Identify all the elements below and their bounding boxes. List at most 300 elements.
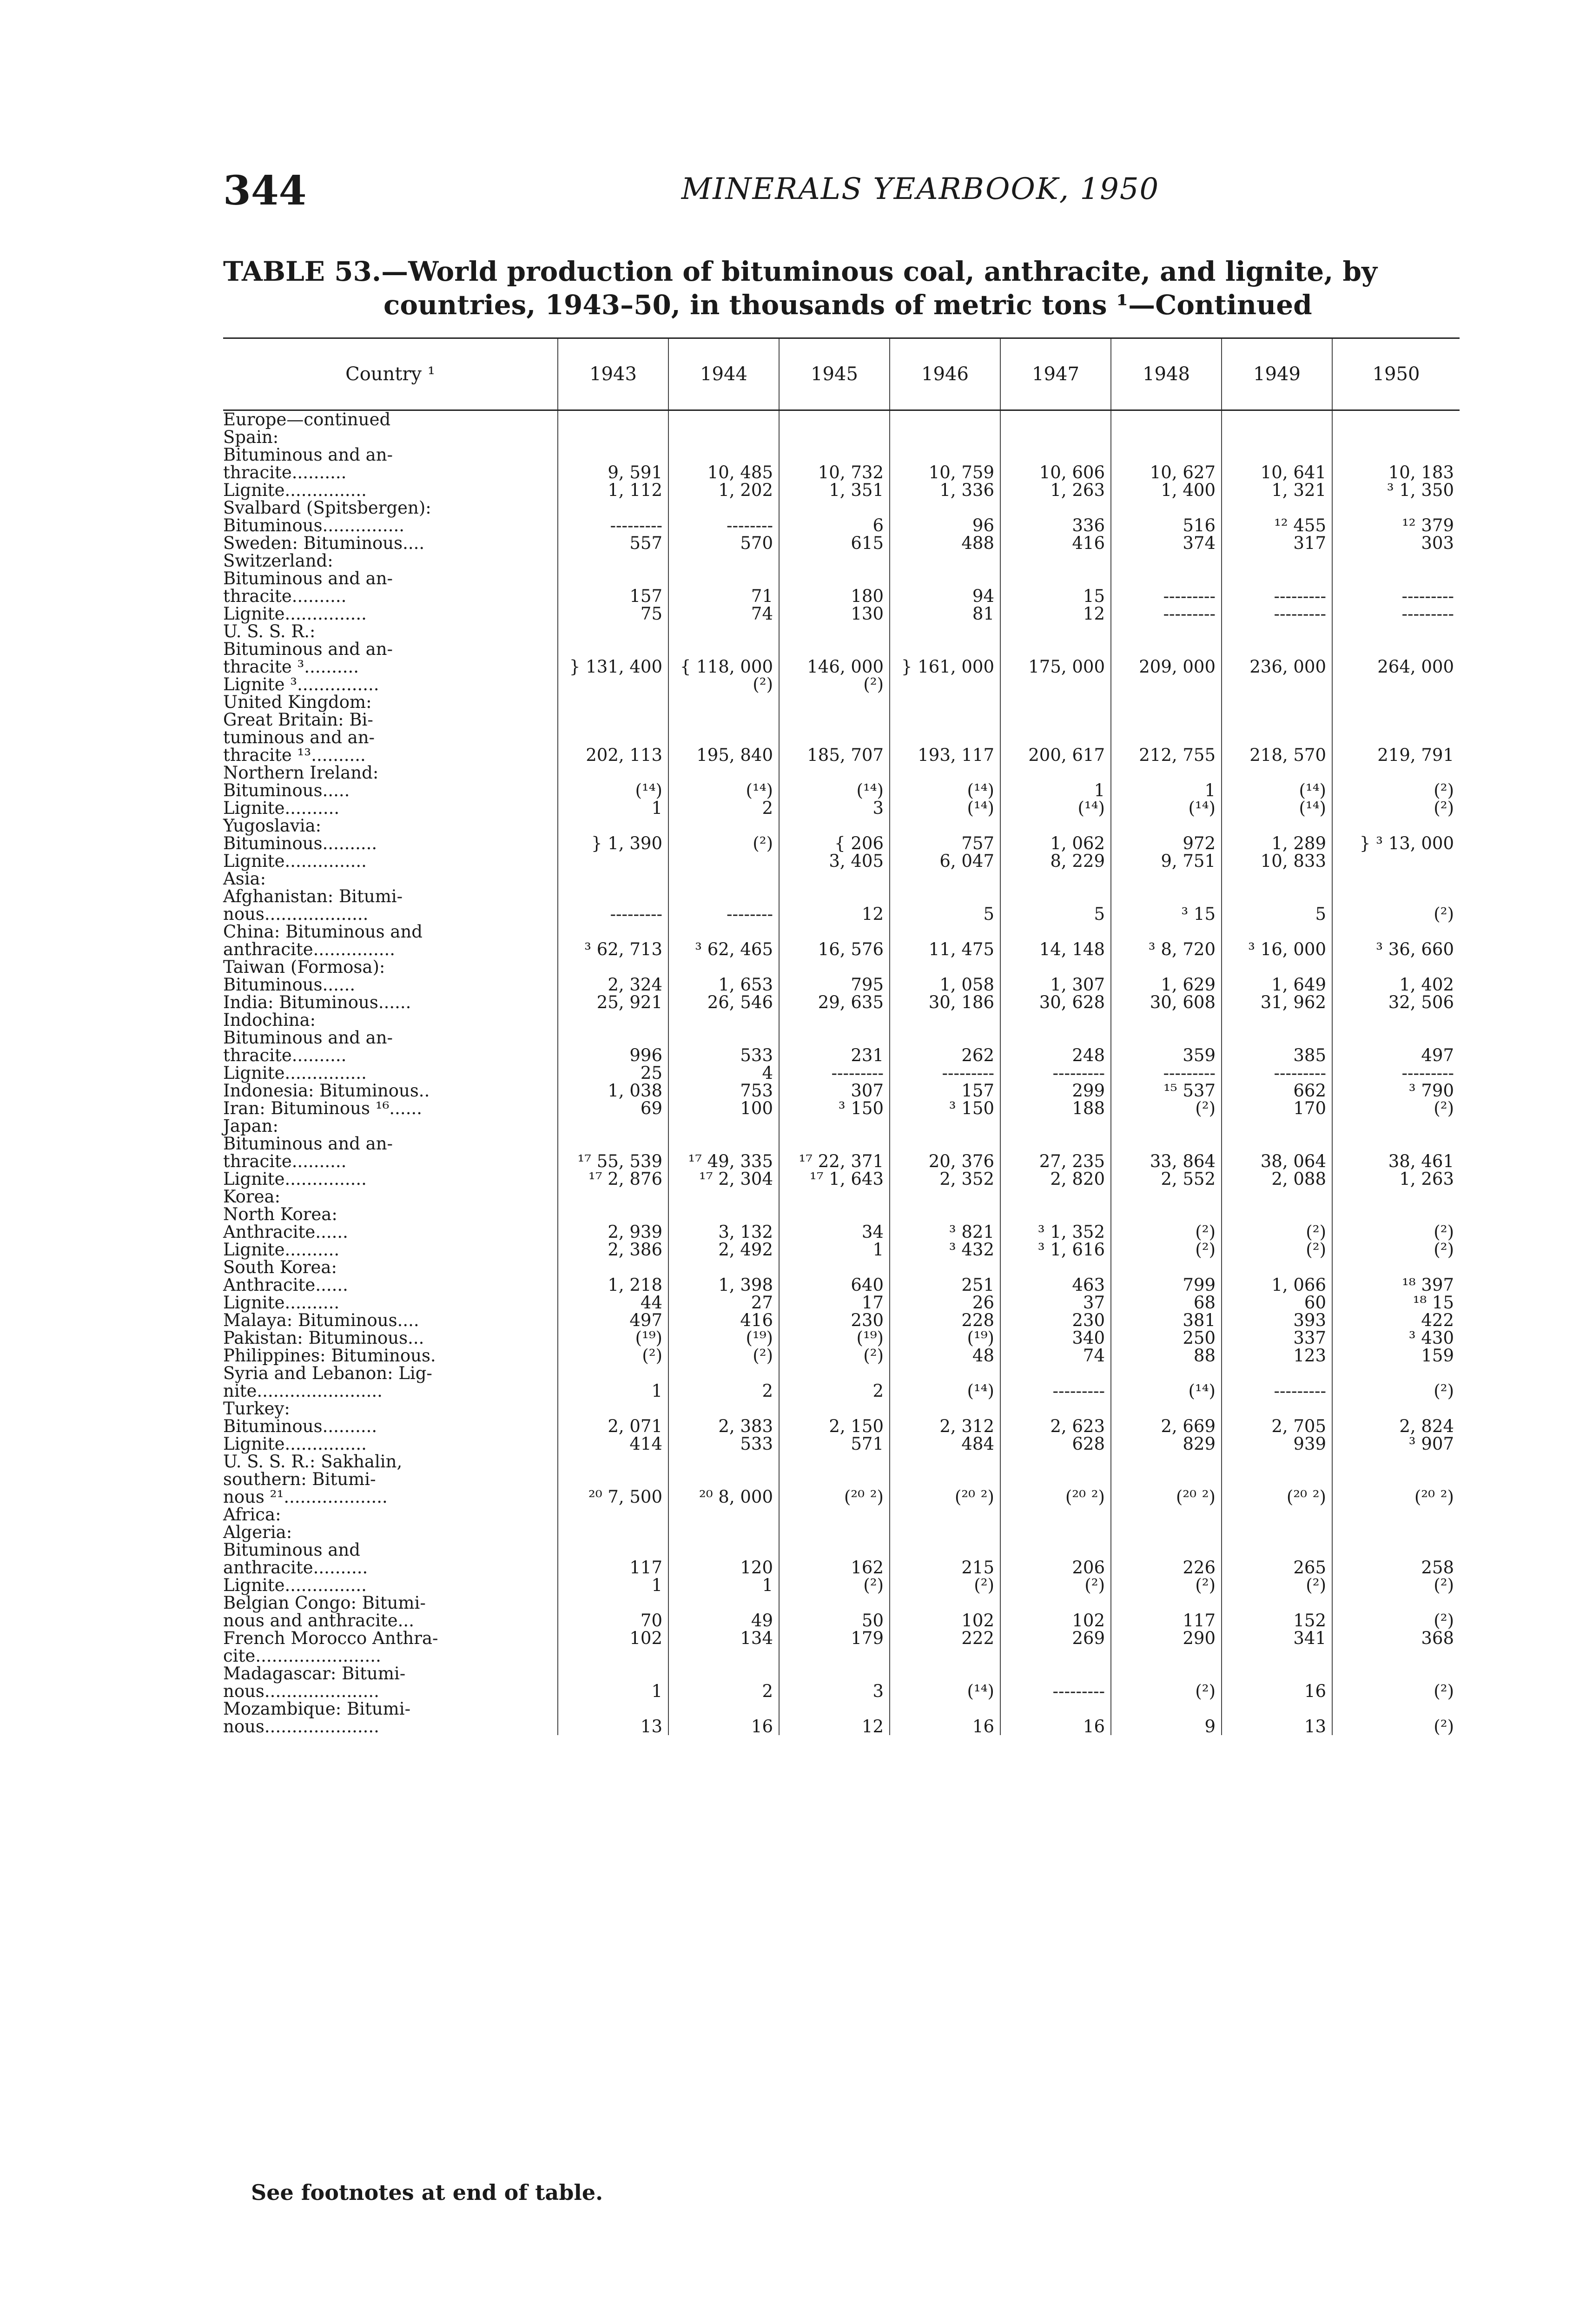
cell-value: ¹⁷ 49, 335 (668, 1152, 779, 1170)
cell-value (779, 499, 890, 516)
cell-value (1332, 1400, 1460, 1417)
cell-value: 1, 402 (1332, 976, 1460, 993)
cell-value: 230 (779, 1311, 890, 1329)
column-header: Country ¹ (223, 338, 558, 410)
cell-value (1332, 852, 1460, 870)
cell-value: (²) (1332, 1717, 1460, 1735)
cell-value: 2, 492 (668, 1241, 779, 1258)
cell-value: 11, 475 (890, 940, 1000, 958)
cell-value: 50 (779, 1611, 890, 1629)
table-row (223, 1064, 1460, 1082)
table-row (223, 1135, 1460, 1152)
cell-value: --------- (1332, 587, 1460, 605)
cell-value (558, 1664, 668, 1682)
cell-value: 1, 263 (1000, 481, 1111, 499)
table-row (223, 446, 1460, 463)
cell-value: 120 (668, 1558, 779, 1576)
cell-value: 488 (890, 534, 1000, 552)
cell-value (1332, 1258, 1460, 1276)
row-label: Sweden: Bituminous.... (223, 533, 425, 553)
cell-value: 219, 791 (1332, 746, 1460, 764)
cell-value: 2, 312 (890, 1417, 1000, 1435)
table-row (223, 693, 1460, 711)
row-label: nous..................... (223, 1681, 379, 1701)
cell-value: 368 (1332, 1629, 1460, 1647)
cell-value (1222, 764, 1332, 781)
production-table (223, 337, 1460, 1735)
cell-value: 2, 552 (1111, 1170, 1222, 1188)
table-row (223, 1082, 1460, 1099)
page-header (223, 167, 1441, 223)
cell-value: (²⁰ ²) (1111, 1488, 1222, 1505)
cell-value: 1, 400 (1111, 481, 1222, 499)
cell-value: 2, 324 (558, 976, 668, 993)
table-row (223, 534, 1460, 552)
cell-value (1000, 1011, 1111, 1029)
row-label: French Morocco Anthra- (223, 1628, 438, 1648)
cell-value: 1 (1000, 781, 1111, 799)
cell-value: 60 (1222, 1294, 1332, 1311)
cell-value (1111, 446, 1222, 463)
row-label: Yugoslavia: (223, 815, 322, 836)
cell-value (779, 569, 890, 587)
cell-value: (¹⁴) (1222, 781, 1332, 799)
cell-value: 30, 186 (890, 993, 1000, 1011)
row-label: anthracite............... (223, 939, 396, 959)
cell-value: 31, 962 (1222, 993, 1332, 1011)
cell-value: 130 (779, 605, 890, 622)
cell-value: 2, 939 (558, 1223, 668, 1241)
table-row (223, 940, 1460, 958)
cell-value: 134 (668, 1629, 779, 1647)
cell-value: 393 (1222, 1311, 1332, 1329)
row-label: cite....................... (223, 1645, 381, 1666)
table-row (223, 1152, 1460, 1170)
cell-value: 34 (779, 1223, 890, 1241)
cell-value (668, 428, 779, 446)
cell-value (668, 1188, 779, 1205)
cell-value: 215 (890, 1558, 1000, 1576)
cell-value (558, 499, 668, 516)
cell-value (1332, 817, 1460, 834)
cell-value: { 118, 000 (668, 658, 779, 675)
cell-value (890, 622, 1000, 640)
row-label: thracite.......... (223, 462, 347, 482)
table-row (223, 499, 1460, 516)
table-row (223, 1629, 1460, 1647)
running-title: MINERALS YEARBOOK, 1950 (681, 172, 1160, 206)
cell-value (1111, 622, 1222, 640)
cell-value (1222, 817, 1332, 834)
row-label: Syria and Lebanon: Lig- (223, 1363, 432, 1383)
cell-value: 939 (1222, 1435, 1332, 1452)
cell-value (890, 1664, 1000, 1682)
cell-value (1222, 1470, 1332, 1488)
cell-value: ¹² 379 (1332, 516, 1460, 534)
column-header: 1943 (558, 338, 668, 410)
cell-value: 290 (1111, 1629, 1222, 1647)
cell-value (890, 1541, 1000, 1558)
cell-value: 117 (558, 1558, 668, 1576)
row-label: Malaya: Bituminous.... (223, 1310, 419, 1330)
cell-value (668, 923, 779, 940)
cell-value (1332, 1135, 1460, 1152)
cell-value (558, 1700, 668, 1717)
cell-value (558, 693, 668, 711)
table-row (223, 1523, 1460, 1541)
cell-value (779, 1400, 890, 1417)
cell-value: 212, 755 (1111, 746, 1222, 764)
cell-value: ¹⁷ 22, 371 (779, 1152, 890, 1170)
cell-value (779, 1205, 890, 1223)
cell-value (558, 852, 668, 870)
cell-value (1111, 1541, 1222, 1558)
cell-value (1222, 887, 1332, 905)
cell-value (1111, 1664, 1222, 1682)
row-label: South Korea: (223, 1257, 337, 1277)
cell-value: 303 (1332, 534, 1460, 552)
cell-value: ³ 790 (1332, 1082, 1460, 1099)
cell-value: 2 (668, 1682, 779, 1700)
row-label: thracite ¹³.......... (223, 745, 366, 765)
table-row (223, 605, 1460, 622)
cell-value (890, 958, 1000, 976)
cell-value: 264, 000 (1332, 658, 1460, 675)
cell-value: } 161, 000 (890, 658, 1000, 675)
cell-value (1111, 728, 1222, 746)
row-label: Switzerland: (223, 550, 333, 571)
cell-value (779, 640, 890, 658)
cell-value (779, 1029, 890, 1046)
footnote-reference: See footnotes at end of table. (251, 2180, 603, 2205)
table-row (223, 1417, 1460, 1435)
cell-value: 1, 263 (1332, 1170, 1460, 1188)
cell-value (1222, 693, 1332, 711)
cell-value (1222, 958, 1332, 976)
cell-value (558, 1117, 668, 1135)
cell-value: 170 (1222, 1099, 1332, 1117)
cell-value (890, 1135, 1000, 1152)
cell-value: 15 (1000, 587, 1111, 605)
cell-value (668, 1029, 779, 1046)
row-label: nous and anthracite... (223, 1610, 414, 1631)
cell-value: 359 (1111, 1046, 1222, 1064)
row-label: Indochina: (223, 1010, 316, 1030)
table-row (223, 1347, 1460, 1364)
row-label: Bituminous..... (223, 780, 350, 800)
cell-value (1111, 764, 1222, 781)
cell-value (1222, 446, 1332, 463)
cell-value: 206 (1000, 1558, 1111, 1576)
row-label: Bituminous and an- (223, 1133, 393, 1154)
cell-value: 1, 629 (1111, 976, 1222, 993)
row-label: thracite ³.......... (223, 656, 359, 677)
row-label: Lignite............... (223, 1169, 367, 1189)
cell-value: 27, 235 (1000, 1152, 1111, 1170)
cell-value (1111, 1188, 1222, 1205)
cell-value: (²) (890, 1576, 1000, 1594)
table-row (223, 993, 1460, 1011)
cell-value: ¹⁷ 1, 643 (779, 1170, 890, 1188)
cell-value: --------- (1000, 1064, 1111, 1082)
cell-value: --------- (1222, 1064, 1332, 1082)
cell-value: (²) (1332, 905, 1460, 923)
cell-value: 25, 921 (558, 993, 668, 1011)
cell-value: (²⁰ ²) (890, 1488, 1000, 1505)
cell-value: 16 (1000, 1717, 1111, 1735)
cell-value: 10, 606 (1000, 463, 1111, 481)
cell-value (668, 1117, 779, 1135)
cell-value (1222, 1011, 1332, 1029)
cell-value (1222, 1135, 1332, 1152)
cell-value (558, 622, 668, 640)
cell-value: 5 (1000, 905, 1111, 923)
cell-value: 16 (1222, 1682, 1332, 1700)
cell-value: 1, 062 (1000, 834, 1111, 852)
cell-value (779, 1364, 890, 1382)
cell-value: 1, 202 (668, 481, 779, 499)
cell-value (1222, 1205, 1332, 1223)
row-label: Pakistan: Bituminous... (223, 1327, 424, 1348)
cell-value: (¹⁴) (668, 781, 779, 799)
cell-value (779, 870, 890, 887)
row-label: Iran: Bituminous ¹⁶...... (223, 1098, 422, 1118)
caption-line-2: countries, 1943–50, in thousands of metric tons ¹—Continued (383, 289, 1312, 321)
cell-value: 381 (1111, 1311, 1222, 1329)
cell-value (890, 764, 1000, 781)
cell-value: (²) (1111, 1576, 1222, 1594)
cell-value: 209, 000 (1111, 658, 1222, 675)
table-row (223, 852, 1460, 870)
cell-value (1222, 622, 1332, 640)
cell-value: --------- (1332, 605, 1460, 622)
cell-value (1000, 446, 1111, 463)
cell-value (668, 1452, 779, 1470)
row-label: Bituminous and an- (223, 1027, 393, 1048)
cell-value: 188 (1000, 1099, 1111, 1117)
cell-value: --------- (1222, 605, 1332, 622)
cell-value: 6 (779, 516, 890, 534)
row-label: Bituminous and an- (223, 639, 393, 659)
row-label: Indonesia: Bituminous.. (223, 1080, 430, 1101)
cell-value: 3 (779, 1682, 890, 1700)
cell-value (1332, 569, 1460, 587)
cell-value: (²) (1332, 1382, 1460, 1400)
cell-value: 2, 352 (890, 1170, 1000, 1188)
cell-value (1332, 711, 1460, 728)
cell-value: 146, 000 (779, 658, 890, 675)
cell-value (1332, 622, 1460, 640)
cell-value: 1, 038 (558, 1082, 668, 1099)
cell-value: (²) (779, 675, 890, 693)
cell-value: ²⁰ 8, 000 (668, 1488, 779, 1505)
cell-value (1222, 870, 1332, 887)
cell-value (1000, 711, 1111, 728)
cell-value (1000, 1364, 1111, 1382)
cell-value (1000, 817, 1111, 834)
cell-value (1111, 1135, 1222, 1152)
table-row (223, 481, 1460, 499)
cell-value (1111, 1647, 1222, 1664)
cell-value (1332, 1452, 1460, 1470)
table-row (223, 1682, 1460, 1700)
cell-value (1332, 887, 1460, 905)
cell-value (1222, 1188, 1332, 1205)
table-row (223, 799, 1460, 817)
cell-value: 10, 641 (1222, 463, 1332, 481)
cell-value (890, 569, 1000, 587)
cell-value (558, 1029, 668, 1046)
cell-value: 1, 398 (668, 1276, 779, 1294)
cell-value: --------- (779, 1064, 890, 1082)
cell-value: ³ 430 (1332, 1329, 1460, 1347)
cell-value: 222 (890, 1629, 1000, 1647)
table-row (223, 1276, 1460, 1294)
column-header: 1950 (1332, 338, 1460, 410)
cell-value: (¹⁴) (1111, 799, 1222, 817)
cell-value: 422 (1332, 1311, 1460, 1329)
table-row (223, 1611, 1460, 1629)
cell-value: 2 (779, 1382, 890, 1400)
cell-value: (¹⁴) (779, 781, 890, 799)
cell-value: 71 (668, 587, 779, 605)
cell-value: 799 (1111, 1276, 1222, 1294)
cell-value (1222, 675, 1332, 693)
cell-value: 2, 386 (558, 1241, 668, 1258)
cell-value: --------- (890, 1064, 1000, 1082)
cell-value: 340 (1000, 1329, 1111, 1347)
cell-value: 30, 628 (1000, 993, 1111, 1011)
row-label: thracite.......... (223, 586, 347, 606)
row-label: Mozambique: Bitumi- (223, 1698, 411, 1719)
row-label: Lignite............... (223, 603, 367, 624)
cell-value: -------- (668, 516, 779, 534)
cell-value (1332, 1700, 1460, 1717)
cell-value (668, 958, 779, 976)
row-label: Svalbard (Spitsbergen): (223, 497, 431, 518)
cell-value: 317 (1222, 534, 1332, 552)
cell-value: 628 (1000, 1435, 1111, 1452)
cell-value (1332, 870, 1460, 887)
cell-value: 162 (779, 1558, 890, 1576)
cell-value: (¹⁹) (779, 1329, 890, 1347)
cell-value (1000, 887, 1111, 905)
cell-value: 1 (668, 1576, 779, 1594)
cell-value: -------- (668, 905, 779, 923)
cell-value (1332, 1594, 1460, 1611)
cell-value: 228 (890, 1311, 1000, 1329)
cell-value (890, 1400, 1000, 1417)
cell-value: (²) (668, 675, 779, 693)
cell-value: 1, 321 (1222, 481, 1332, 499)
table-row (223, 1400, 1460, 1417)
cell-value (558, 1188, 668, 1205)
cell-value (1000, 1205, 1111, 1223)
cell-value (558, 711, 668, 728)
cell-value (1332, 446, 1460, 463)
cell-value: 102 (890, 1611, 1000, 1629)
cell-value: 1, 112 (558, 481, 668, 499)
cell-value (1222, 728, 1332, 746)
cell-value (779, 711, 890, 728)
cell-value (1000, 622, 1111, 640)
cell-value (779, 622, 890, 640)
cell-value: --------- (1111, 1064, 1222, 1082)
cell-value (558, 870, 668, 887)
cell-value: 251 (890, 1276, 1000, 1294)
cell-value: (²) (1332, 1241, 1460, 1258)
cell-value: --------- (1111, 587, 1222, 605)
row-label: southern: Bitumi- (223, 1469, 376, 1489)
cell-value: 218, 570 (1222, 746, 1332, 764)
cell-value (1332, 693, 1460, 711)
cell-value: 180 (779, 587, 890, 605)
cell-value: 4 (668, 1064, 779, 1082)
cell-value: ³ 15 (1111, 905, 1222, 923)
cell-value: 533 (668, 1435, 779, 1452)
cell-value: 13 (558, 1717, 668, 1735)
cell-value: 193, 117 (890, 746, 1000, 764)
cell-value (668, 410, 779, 428)
cell-value: 70 (558, 1611, 668, 1629)
table-row (223, 1505, 1460, 1523)
cell-value (1111, 1364, 1222, 1382)
cell-value: --------- (1000, 1682, 1111, 1700)
cell-value (558, 887, 668, 905)
cell-value: 26 (890, 1294, 1000, 1311)
cell-value (890, 1117, 1000, 1135)
cell-value: 1 (558, 1576, 668, 1594)
cell-value: (²) (1332, 1576, 1460, 1594)
cell-value (668, 711, 779, 728)
cell-value: ³ 150 (890, 1099, 1000, 1117)
row-label: Bituminous and an- (223, 444, 393, 465)
row-label: Bituminous and an- (223, 568, 393, 588)
cell-value: (¹⁴) (1000, 799, 1111, 817)
cell-value: (²) (1000, 1576, 1111, 1594)
cell-value: 152 (1222, 1611, 1332, 1629)
cell-value (890, 817, 1000, 834)
cell-value (1332, 1117, 1460, 1135)
table-row (223, 746, 1460, 764)
row-label: Asia: (223, 868, 266, 889)
cell-value (779, 552, 890, 569)
cell-value: (²) (779, 1347, 890, 1364)
cell-value: ³ 62, 713 (558, 940, 668, 958)
table-row (223, 1488, 1460, 1505)
row-label: Madagascar: Bitumi- (223, 1663, 406, 1684)
table-row (223, 958, 1460, 976)
cell-value (558, 1452, 668, 1470)
cell-value: 74 (1000, 1347, 1111, 1364)
cell-value (668, 1470, 779, 1488)
cell-value (779, 1647, 890, 1664)
cell-value: 12 (779, 905, 890, 923)
cell-value (1000, 958, 1111, 976)
cell-value (668, 640, 779, 658)
cell-value: 10, 759 (890, 463, 1000, 481)
cell-value (1111, 887, 1222, 905)
cell-value (668, 728, 779, 746)
cell-value: (¹⁴) (890, 799, 1000, 817)
cell-value: 262 (890, 1046, 1000, 1064)
cell-value: ³ 1, 350 (1332, 481, 1460, 499)
table-row (223, 1170, 1460, 1188)
cell-value: 557 (558, 534, 668, 552)
cell-value (1111, 569, 1222, 587)
cell-value: 44 (558, 1294, 668, 1311)
cell-value (1222, 711, 1332, 728)
